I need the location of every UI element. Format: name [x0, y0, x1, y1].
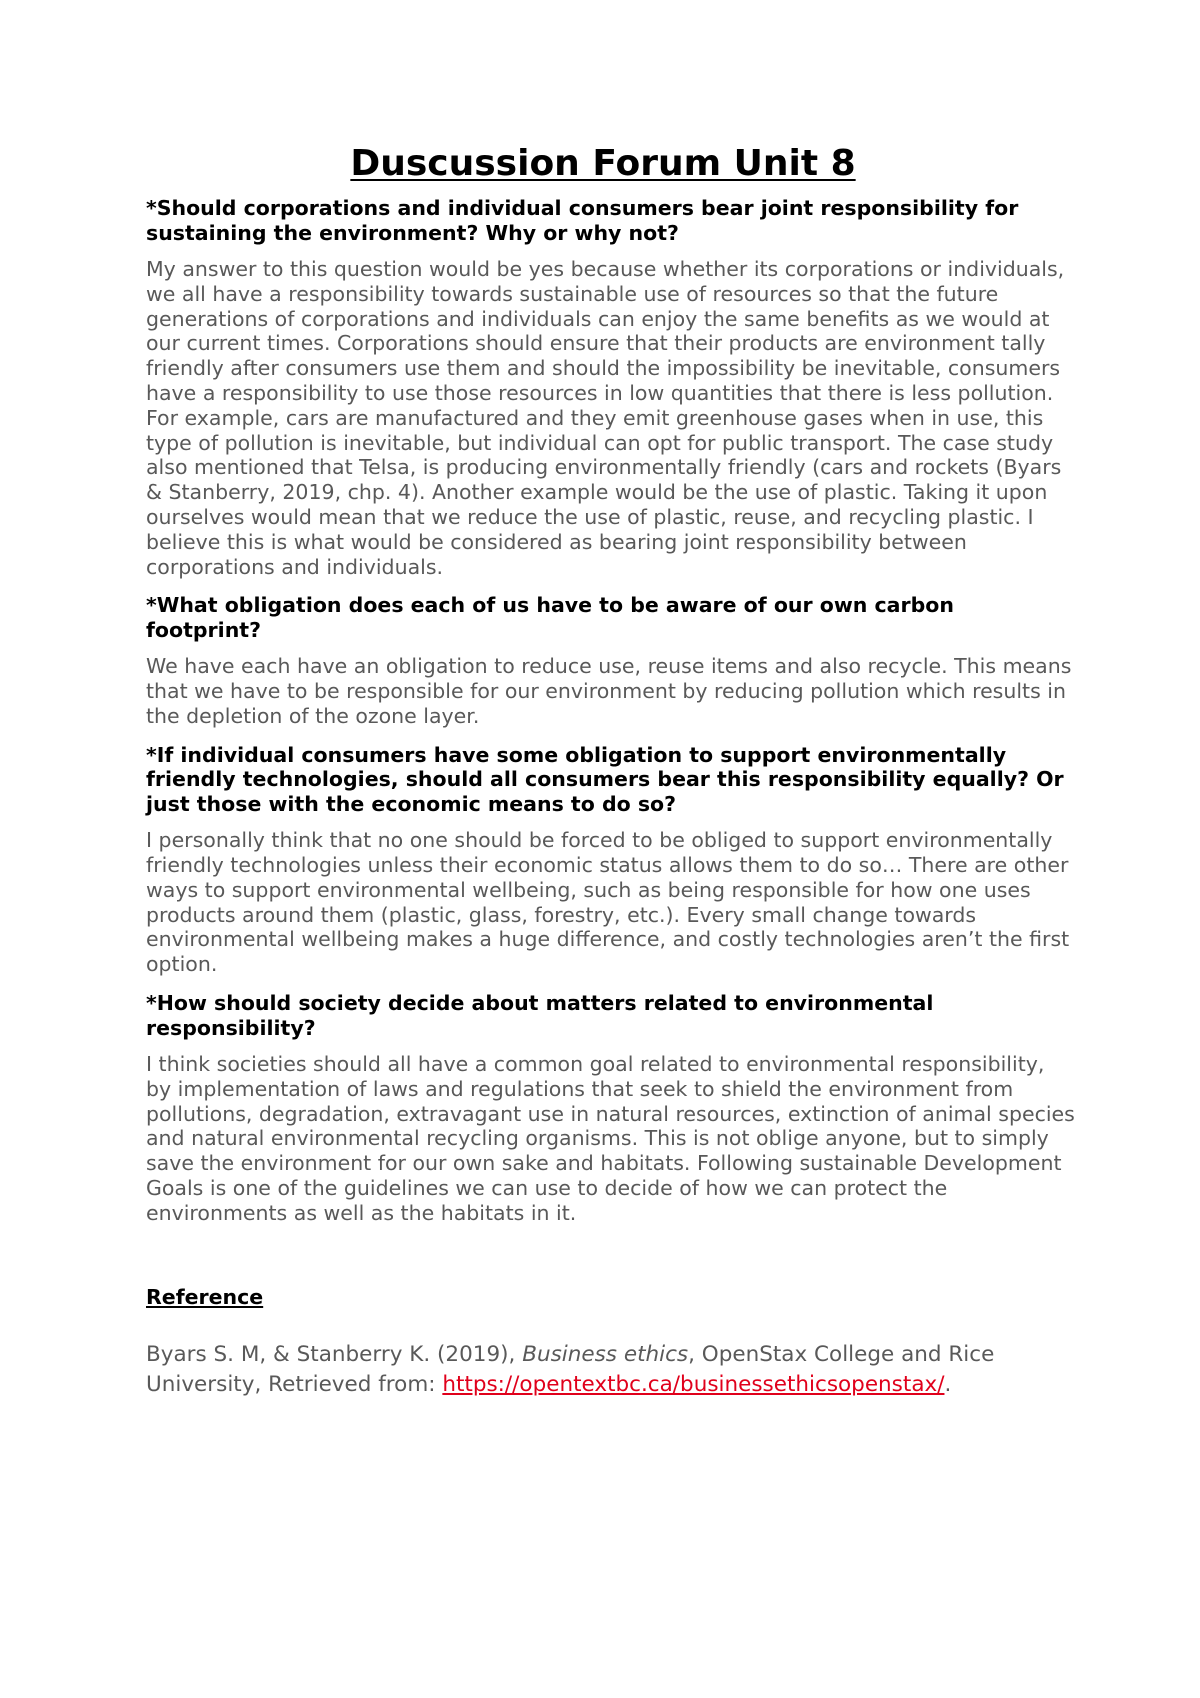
section-3	[146, 743, 1076, 977]
answer-3: I personally think that no one should be forced to be obliged to support environmentally friendly technologies unless their economic status allows them to do so… There are other ways to support environmental wellbeing, such as being responsible for how one uses products around them (plastic, glass, forestry, etc.). Every small change towards environmental wellbeing makes a huge difference, and costly technologies aren’t the first option.	[146, 828, 1070, 977]
question-2: *What obligation does each of us have to be aware of our own carbon footprint?	[146, 593, 954, 642]
reference-end: .	[944, 1372, 952, 1398]
reference-publisher: , OpenStax College and Rice University, Retrieved from:	[146, 1341, 995, 1398]
reference-book-title: Business ethics	[522, 1341, 689, 1367]
reference-citation	[146, 1340, 1076, 1401]
reference-section	[146, 1284, 1076, 1401]
question-3: *If individual consumers have some obligation to support environmentally friendly technologies, should all consumers bear this responsibility equally? Or just those with the economic means to do so?	[146, 742, 1064, 816]
reference-authors: Byars S. M, & Stanberry K. (2019),	[146, 1341, 523, 1367]
document-content	[146, 140, 1076, 1401]
section-spacer	[146, 1240, 1076, 1284]
section-4	[146, 991, 1076, 1226]
reference-heading: Reference	[146, 1284, 264, 1309]
answer-1: My answer to this question would be yes because whether its corporations or individuals, we all have a responsibility towards sustainable use of resources so that the future generations of corporations and individuals can enjoy the same benefits as we would at our current times. Corporations should ensure that their products are environment tally friendly after consumers use them and should the impossibility be inevitable, consumers have a responsibility to use those resources in low quantities that there is less pollution. For example, cars are manufactured and they emit greenhouse gases when in use, this type of pollution is inevitable, but individual can opt for public transport. The case study also mentioned that Telsa, is producing environmentally friendly (cars and rockets (Byars & Stanberry, 2019, chp. 4). Another example would be the use of plastic. Taking it upon ourselves would mean that we reduce the use of plastic, reuse, and recycling plastic. I believe this is what would be considered as bearing joint responsibility between corporations and individuals.	[146, 257, 1065, 579]
answer-4: I think societies should all have a common goal related to environmental responsibility, by implementation of laws and regulations that seek to shield the environment from pollutions, degradation, extravagant use in natural resources, extinction of animal species and natural environmental recycling organisms. This is not oblige anyone, but to simply save the environment for our own sake and habitats. Following sustainable Development Goals is one of the guidelines we can use to decide of how we can protect the environments as well as the habitats in it.	[146, 1052, 1075, 1225]
answer-2: We have each have an obligation to reduce use, reuse items and also recycle. This means that we have to be responsible for our environment by reducing pollution which results in the depletion of the ozone layer.	[146, 654, 1072, 728]
section-2	[146, 593, 1076, 728]
document-title: Duscussion Forum Unit 8	[350, 143, 856, 184]
question-1: *Should corporations and individual consumers bear joint responsibility for sustaining the environment? Why or why not?	[146, 196, 1019, 245]
reference-link[interactable]: https://opentextbc.ca/businessethicsopenstax/	[442, 1372, 945, 1398]
section-1	[146, 196, 1076, 579]
question-4: *How should society decide about matters related to environmental responsibility?	[146, 991, 934, 1040]
